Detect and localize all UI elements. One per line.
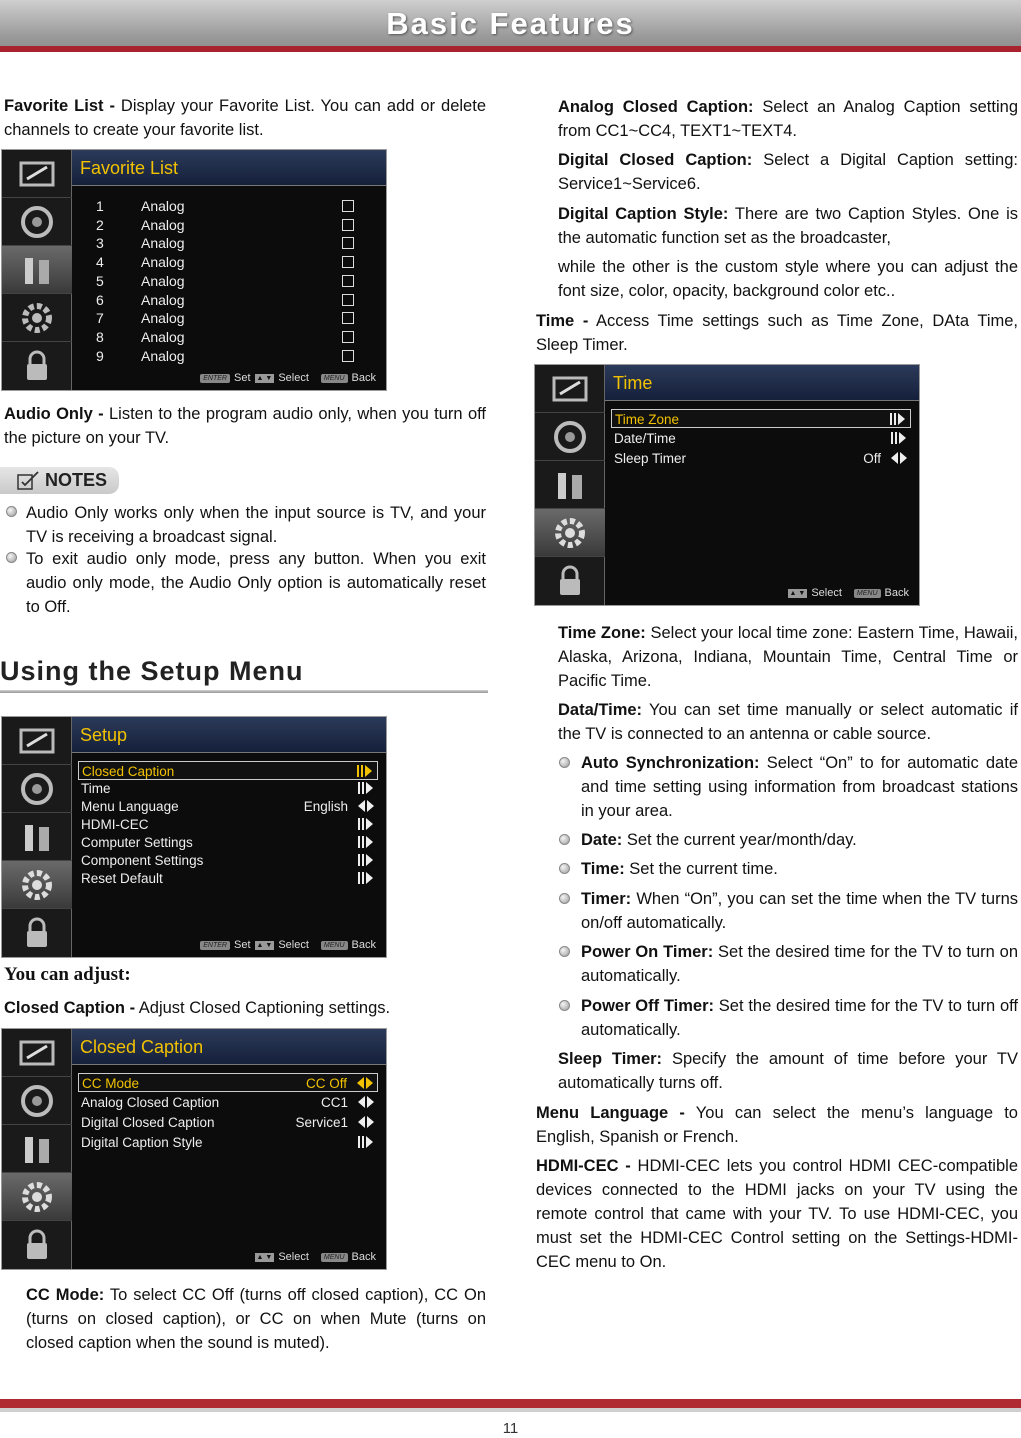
description: You can select the menu’s language to English, Spanish or French. — [536, 1104, 1018, 1146]
up-down-icon: ▲ ▼ — [256, 1253, 273, 1261]
time-paragraph — [536, 309, 1018, 357]
description: When “On”, you can set the time when the TV turns on/off automatically. — [581, 890, 1018, 932]
channel-number: 9 — [96, 347, 104, 364]
bullet-power-on-timer — [581, 940, 1018, 988]
analog-cc-paragraph — [558, 95, 1018, 143]
channel-name: Analog — [141, 347, 185, 364]
favorite-checkbox[interactable] — [342, 200, 354, 212]
term: Analog Closed Caption: — [558, 98, 754, 116]
description: There are two Caption Styles. One is the automatic function set as the broadcaster, — [558, 205, 1018, 247]
sound-icon — [2, 765, 72, 813]
cc-item-digital-closed-caption[interactable]: Digital Closed Caption Service1 — [78, 1113, 378, 1132]
channel-icon — [2, 1125, 72, 1173]
term: HDMI-CEC - — [536, 1157, 631, 1175]
favorite-checkbox[interactable] — [342, 237, 354, 249]
channel-icon — [2, 246, 72, 294]
term: Favorite List - — [4, 97, 115, 115]
footer-bar — [0, 1399, 1021, 1408]
row-value: CC Off — [305, 1076, 347, 1091]
channel-icon — [2, 813, 72, 861]
channel-name: Analog — [141, 235, 185, 252]
cc-item-digital-caption-style[interactable]: Digital Caption Style — [78, 1133, 378, 1152]
closed-caption-paragraph — [4, 996, 486, 1020]
cc-item-cc-mode[interactable]: CC Mode CC Off — [78, 1073, 378, 1092]
gear-icon — [2, 861, 72, 909]
picture-icon — [2, 1029, 72, 1077]
favorite-checkbox[interactable] — [342, 256, 354, 268]
description: Specify the amount of time before your TV automatically turns off. — [558, 1050, 1019, 1092]
description: Listen to the program audio only, when you turn off the picture on your TV. — [4, 405, 486, 447]
panel-footer — [788, 587, 909, 599]
term: CC Mode: — [26, 1286, 105, 1304]
term: Menu Language - — [536, 1104, 685, 1122]
term: Power Off Timer: — [581, 997, 715, 1015]
channel-number: 5 — [96, 272, 104, 289]
back-label: Back — [351, 939, 376, 951]
picture-icon — [2, 150, 72, 198]
menu-icon-column — [2, 1029, 72, 1269]
panel-footer — [200, 372, 376, 384]
enter-key: ENTER — [200, 941, 230, 950]
channel-number: 8 — [96, 328, 104, 345]
checkbox-pencil-icon — [16, 471, 40, 491]
audio-only-paragraph — [4, 402, 486, 450]
bullet-auto-sync — [581, 751, 1018, 823]
channel-name: Analog — [141, 198, 185, 214]
favorite-list-paragraph — [4, 94, 486, 142]
description: Set the current time. — [624, 860, 778, 878]
setup-panel — [1, 716, 387, 958]
setup-item-reset-default[interactable]: Reset Default — [78, 869, 378, 888]
cc-mode-paragraph — [26, 1283, 486, 1355]
favorite-checkbox[interactable] — [342, 294, 354, 306]
description: Select a Digital Caption setting: Service1~Service6. — [558, 151, 1018, 193]
description: Select your local time zone: Eastern Time, Hawaii, Alaska, Arizona, Indiana, Mountain Time, Central Time or Pacific Time. — [558, 624, 1018, 690]
bullet-icon — [559, 946, 570, 957]
page-title: Basic Features — [386, 6, 635, 41]
gear-icon — [535, 509, 605, 557]
enter-arrow-icon — [358, 871, 374, 885]
menu-icon-column — [2, 717, 72, 957]
enter-arrow-icon — [358, 817, 374, 831]
channel-name: Analog — [141, 272, 185, 289]
time-panel — [534, 364, 920, 606]
row-value: Service1 — [295, 1115, 348, 1130]
cc-item-analog-closed-caption[interactable]: Analog Closed Caption CC1 — [78, 1093, 378, 1112]
description: Display your Favorite List. You can add or delete channels to create your favorite list. — [4, 97, 486, 139]
favorite-checkbox[interactable] — [342, 350, 354, 362]
note-item: Audio Only works only when the input source is TV, and your TV is receiving a broadcast signal. — [26, 504, 486, 546]
time-item-sleep-timer[interactable]: Sleep Timer Off — [611, 449, 911, 468]
lock-icon — [2, 1221, 72, 1269]
term: Digital Caption Style: — [558, 205, 729, 223]
back-label: Back — [351, 1251, 376, 1263]
bullet-icon — [559, 863, 570, 874]
section-divider — [0, 690, 488, 693]
favorite-checkbox[interactable] — [342, 275, 354, 287]
select-label: Select — [278, 372, 309, 384]
term: Date: — [581, 831, 623, 849]
picture-icon — [2, 717, 72, 765]
sound-icon — [2, 1077, 72, 1125]
bullet-icon — [559, 834, 570, 845]
term: Auto Synchronization: — [581, 754, 760, 772]
favorite-checkbox[interactable] — [342, 331, 354, 343]
left-right-arrow-icon — [358, 1115, 374, 1129]
time-item-date-time[interactable]: Date/Time — [611, 429, 911, 448]
gear-icon — [2, 1173, 72, 1221]
digital-style-continued: while the other is the custom style where you can adjust the font size, color, opacity, background color etc.. — [558, 258, 1018, 300]
setup-item-hdmi-cec[interactable]: HDMI-CEC — [78, 815, 378, 834]
set-label: Set — [234, 939, 251, 951]
panel-footer — [200, 939, 376, 951]
channel-name: Analog — [141, 310, 185, 327]
setup-item-component-settings[interactable]: Component Settings — [78, 851, 378, 870]
data-time-paragraph — [558, 698, 1018, 746]
note-item: To exit audio only mode, press any button. When you exit audio only mode, the Audio Only option is automatically reset to Off. — [26, 550, 486, 616]
back-label: Back — [884, 587, 909, 599]
description: Select “On” to for automatic date and time setting using information from broadcast stations in your area. — [581, 754, 1018, 820]
term: Timer: — [581, 890, 632, 908]
menu-key: MENU — [321, 1253, 348, 1262]
channel-icon — [535, 461, 605, 509]
enter-key: ENTER — [200, 374, 230, 383]
panel-title: Setup — [72, 717, 386, 753]
panel-title: Favorite List — [72, 150, 386, 186]
panel-title: Closed Caption — [72, 1029, 386, 1065]
enter-arrow-icon — [358, 835, 374, 849]
digital-cc-paragraph — [558, 148, 1018, 196]
time-zone-paragraph — [558, 621, 1018, 693]
sound-icon — [2, 198, 72, 246]
description: Adjust Closed Captioning settings. — [135, 999, 391, 1017]
term: Digital Closed Caption: — [558, 151, 753, 169]
header-bar — [0, 0, 1021, 52]
bullet-date — [581, 828, 1018, 852]
bullet-timer — [581, 887, 1018, 935]
term: Data/Time: — [558, 701, 643, 719]
setup-item-menu-language[interactable]: Menu Language English — [78, 797, 378, 816]
up-down-icon: ▲ ▼ — [256, 374, 273, 382]
enter-arrow-icon — [358, 1135, 374, 1149]
description: To select CC Off (turns off closed caption), CC On (turns on closed caption), or CC on when Mute (turns on closed caption when the sound is muted). — [26, 1286, 486, 1352]
enter-arrow-icon — [358, 853, 374, 867]
favorite-list-panel — [1, 149, 387, 391]
up-down-icon: ▲ ▼ — [256, 941, 273, 949]
section-title: Using the Setup Menu — [0, 656, 304, 686]
select-label: Select — [278, 1251, 309, 1263]
term: Sleep Timer: — [558, 1050, 663, 1068]
term: Time - — [536, 312, 589, 330]
closed-caption-panel — [1, 1028, 387, 1270]
favorite-checkbox[interactable] — [342, 219, 354, 231]
description: Select an Analog Caption setting from CC1~CC4, TEXT1~TEXT4. — [558, 98, 1018, 140]
row-value: Off — [863, 451, 881, 466]
gear-icon — [2, 294, 72, 342]
bullet-icon — [6, 552, 17, 563]
notes-tag — [0, 467, 119, 494]
left-right-arrow-icon — [357, 1076, 373, 1090]
description: You can set time manually or select automatic if the TV is connected to an antenna or cable source. — [558, 701, 1018, 743]
row-value: CC1 — [320, 1095, 348, 1110]
favorite-checkbox[interactable] — [342, 312, 354, 324]
page-number: 11 — [502, 1420, 519, 1437]
enter-arrow-icon — [891, 431, 907, 445]
select-label: Select — [278, 939, 309, 951]
term: Power On Timer: — [581, 943, 714, 961]
channel-number: 3 — [96, 235, 104, 252]
bullet-icon — [6, 506, 17, 517]
channel-number: 4 — [96, 254, 104, 271]
menu-key: MENU — [321, 941, 348, 950]
notes-label: NOTES — [45, 470, 108, 490]
lock-icon — [535, 557, 605, 605]
bullet-icon — [559, 1000, 570, 1011]
channel-number: 6 — [96, 291, 104, 308]
setup-item-time[interactable]: Time — [78, 779, 378, 798]
left-right-arrow-icon — [891, 451, 907, 465]
left-right-arrow-icon — [358, 1095, 374, 1109]
menu-icon-column — [2, 150, 72, 390]
channel-name: Analog — [141, 216, 185, 233]
term: Audio Only - — [4, 405, 104, 423]
digital-style-paragraph — [558, 202, 1018, 250]
set-label: Set — [234, 372, 251, 384]
description: Access Time settings such as Time Zone, DAta Time, Sleep Timer. — [536, 312, 1018, 354]
enter-arrow-icon — [358, 781, 374, 795]
you-can-adjust-heading: You can adjust: — [4, 964, 131, 985]
description: Set the desired time for the TV to turn on automatically. — [581, 943, 1018, 985]
sleep-timer-paragraph — [558, 1047, 1018, 1095]
hdmi-cec-paragraph — [536, 1154, 1018, 1274]
setup-item-computer-settings[interactable]: Computer Settings — [78, 833, 378, 852]
menu-language-paragraph — [536, 1101, 1018, 1149]
term: Time: — [581, 860, 625, 878]
up-down-icon: ▲ ▼ — [789, 589, 806, 597]
lock-icon — [2, 342, 72, 390]
bullet-icon — [559, 893, 570, 904]
channel-name: Analog — [141, 328, 185, 345]
term: Time Zone: — [558, 624, 646, 642]
bullet-time — [581, 857, 1018, 881]
description: Set the desired time for the TV to turn off automatically. — [581, 997, 1018, 1039]
setup-item-closed-caption[interactable]: Closed Caption — [78, 761, 378, 780]
row-value: English — [303, 799, 348, 814]
panel-footer — [255, 1251, 376, 1263]
menu-key: MENU — [321, 374, 348, 383]
channel-name: Analog — [141, 291, 185, 308]
channel-number: 2 — [96, 216, 104, 233]
description: Set the current year/month/day. — [622, 831, 857, 849]
channel-name: Analog — [141, 254, 185, 271]
select-label: Select — [811, 587, 842, 599]
description: HDMI-CEC lets you control HDMI CEC-compatible devices connected to the HDMI jacks on your TV using the remote control that came with your TV. To use HDMI-CEC, you must set the HDMI-CEC Control setting on the Settings-HDMI-CEC menu to On. — [536, 1157, 1018, 1271]
enter-arrow-icon — [890, 412, 906, 426]
term: Closed Caption - — [4, 999, 136, 1017]
bullet-icon — [559, 757, 570, 768]
time-item-time-zone[interactable]: Time Zone — [611, 409, 911, 428]
panel-title: Time — [605, 365, 919, 401]
channel-number: 1 — [96, 198, 104, 214]
picture-icon — [535, 365, 605, 413]
lock-icon — [2, 909, 72, 957]
left-right-arrow-icon — [358, 799, 374, 813]
menu-key: MENU — [854, 589, 881, 598]
channel-number: 7 — [96, 310, 104, 327]
bullet-power-off-timer — [581, 994, 1018, 1042]
enter-arrow-icon — [357, 764, 373, 778]
sound-icon — [535, 413, 605, 461]
back-label: Back — [351, 372, 376, 384]
menu-icon-column — [535, 365, 605, 605]
